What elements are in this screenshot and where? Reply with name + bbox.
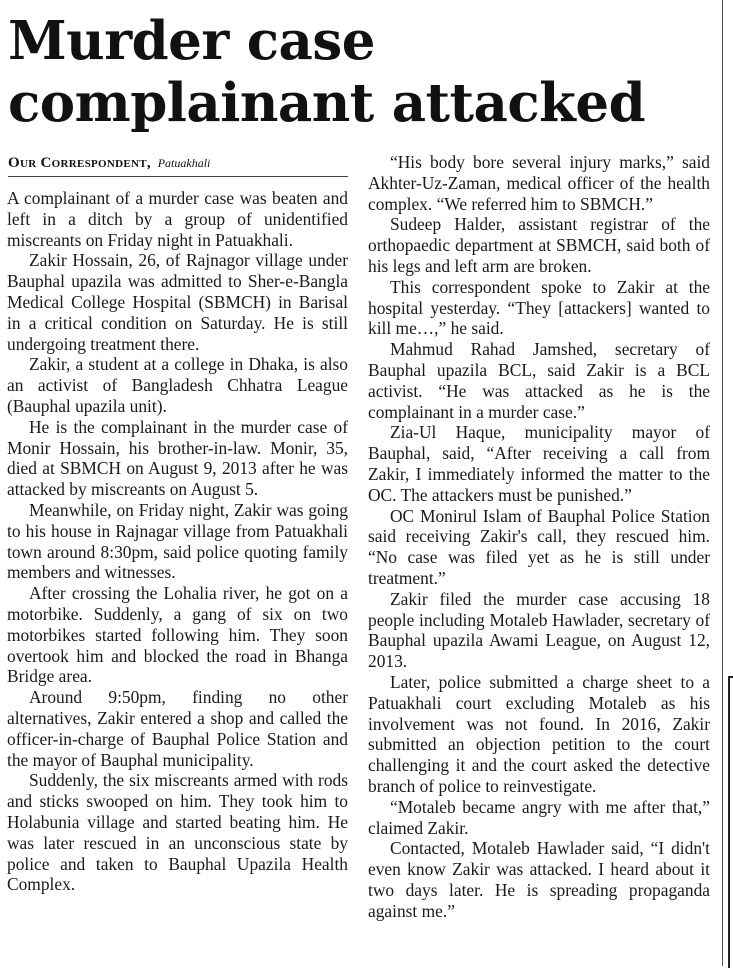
paragraph: Later, police submitted a charge sheet to a Patuakhali court excluding Motaleb as his involvement was not found. In 2016, Zakir submitted an objection petition to the court challenging it and the court asked the detective branch of police to reinvestigate. [368, 671, 710, 796]
paragraph: Zakir filed the murder case accusing 18 people including Motaleb Hawlader, secretary of Bauphal upazila Awami League, on August 12, 2013. [368, 588, 710, 672]
paragraph: Zia-Ul Haque, municipality mayor of Bauphal, said, “After receiving a call from Zakir, I immediately informed the matter to the OC. The attackers must be punished.” [368, 422, 710, 505]
paragraph: A complainant of a murder case was beaten and left in a ditch by a group of unidentified miscreants on Friday night in Patuakhali. [7, 188, 348, 250]
paragraph: This correspondent spoke to Zakir at the hospital yesterday. “They [attackers] wanted to kill me…,” he said. [368, 276, 710, 339]
paragraph: Zakir Hossain, 26, of Rajnagor village under Bauphal upazila was admitted to Sher-e-Bangla Medical College Hospital (SBMCH) in Barisal in a critical condition on Saturday. He is still undergoing treatment there. [7, 250, 348, 354]
paragraph: Around 9:50pm, finding no other alternatives, Zakir entered a shop and called the officer-in-charge of Bauphal Police Station and the mayor of Bauphal municipality. [7, 687, 348, 770]
adjacent-article-box [728, 676, 733, 968]
paragraph: Zakir, a student at a college in Dhaka, is also an activist of Bangladesh Chhatra League (Bauphal upazila unit). [7, 354, 348, 416]
paragraph: “His body bore several injury marks,” said Akhter-Uz-Zaman, medical officer of the health complex. “We referred him to SBMCH.” [368, 152, 710, 214]
byline [8, 155, 348, 177]
byline-place: Patuakhali [157, 156, 211, 170]
paragraph: Sudeep Halder, assistant registrar of the orthopaedic department at SBMCH, said both of his legs and left arm are broken. [368, 214, 710, 276]
article-column-1 [7, 188, 348, 895]
paragraph: After crossing the Lohalia river, he got on a motorbike. Suddenly, a gang of six on two motorbikes started following him. They soon overtook him and blocked the road in Bhanga Bridge area. [7, 583, 348, 687]
column-divider [722, 0, 723, 966]
paragraph: Contacted, Motaleb Hawlader said, “I didn't even know Zakir was attacked. I heard about it two days later. He is spreading propaganda against me.” [368, 838, 710, 921]
byline-author: Our Correspondent, [8, 155, 151, 171]
paragraph: “Motaleb became angry with me after that,” claimed Zakir. [368, 796, 710, 838]
article-column-2 [368, 152, 710, 921]
paragraph: Mahmud Rahad Jamshed, secretary of Bauphal upazila BCL, said Zakir is a BCL activist. “He was attacked as he is the complainant in a murder case.” [368, 339, 710, 422]
headline: Murder case complainant attacked [8, 10, 646, 134]
paragraph: Suddenly, the six miscreants armed with rods and sticks swooped on him. They took him to Holabunia village and started beating him. He was later rescued in an unconscious state by police and taken to Bauphal Upazila Health Complex. [7, 770, 348, 895]
paragraph: Meanwhile, on Friday night, Zakir was going to his house in Rajnagar village from Patuakhali town around 8:30pm, said police quoting family members and witnesses. [7, 499, 348, 583]
paragraph: OC Monirul Islam of Bauphal Police Station said receiving Zakir's call, they rescued him. “No case was filed yet as he is still under treatment.” [368, 505, 710, 588]
paragraph: He is the complainant in the murder case of Monir Hossain, his brother-in-law. Monir, 35, died at SBMCH on August 9, 2013 after he was attacked by miscreants on August 5. [7, 416, 348, 500]
